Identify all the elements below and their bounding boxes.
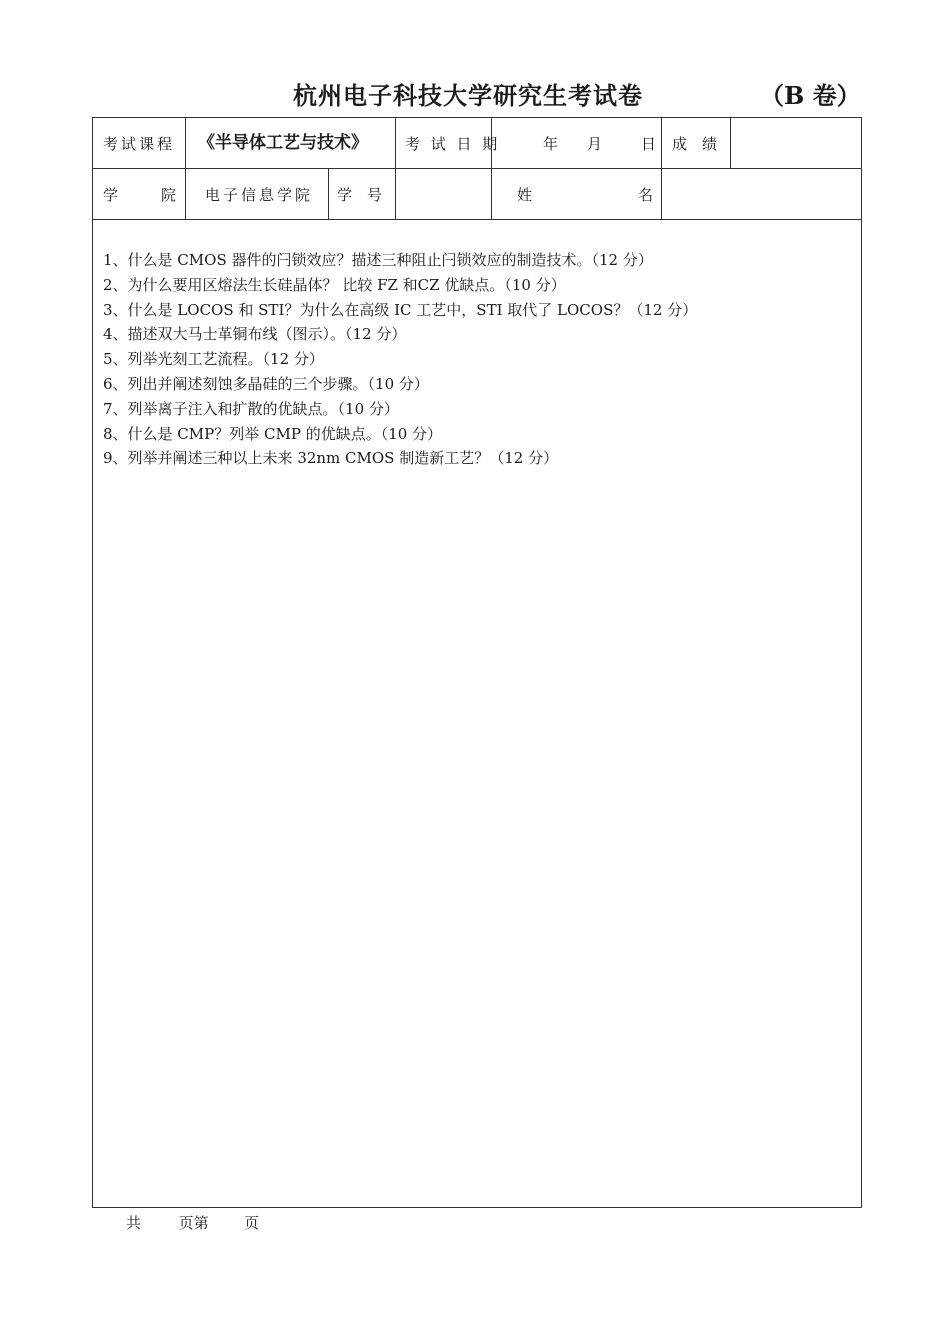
page-of-label: 页第	[178, 1214, 209, 1232]
table-divider-1	[93, 168, 861, 169]
question-item: 6、列出并阐述刻蚀多晶硅的三个步骤。（10 分）	[103, 374, 429, 393]
question-item: 3、什么是 LOCOS 和 STI？为什么在高级 IC 工艺中，STI 取代了 LOCOS？（12 分）	[103, 300, 698, 319]
col-divider-r1-a	[395, 118, 396, 168]
college-label-2: 院	[161, 186, 177, 204]
total-pages-label: 共	[126, 1214, 142, 1232]
day-label: 日	[641, 135, 657, 153]
col-divider-1	[185, 118, 186, 219]
score-field[interactable]	[738, 126, 853, 160]
question-item: 4、描述双大马士革铜布线（图示）。（12 分）	[103, 325, 407, 344]
name-label-1: 姓	[517, 186, 533, 204]
name-label-2: 名	[638, 186, 654, 204]
name-field[interactable]	[669, 176, 853, 210]
col-divider-r1-b	[730, 118, 731, 168]
question-item: 2、为什么要用区熔法生长硅晶体？ 比较 FZ 和CZ 优缺点。（10 分）	[103, 275, 566, 294]
course-value: 《半导体工艺与技术》	[198, 133, 368, 153]
college-value: 电子信息学院	[205, 186, 314, 204]
course-label: 考试课程	[103, 135, 176, 153]
year-label: 年	[543, 135, 559, 153]
page-suffix-label: 页	[244, 1214, 260, 1232]
col-divider-r2-a	[328, 168, 329, 219]
col-divider-right	[661, 118, 662, 219]
question-item: 1、什么是 CMOS 器件的闩锁效应？描述三种阻止闩锁效应的制造技术。（12 分）	[103, 251, 653, 269]
score-label: 成 绩	[672, 135, 718, 153]
student-id-label: 学 号	[337, 186, 383, 204]
exam-date-label: 考 试 日 期	[405, 135, 501, 153]
college-label-1: 学	[103, 186, 119, 204]
question-item: 5、列举光刻工艺流程。（12 分）	[103, 350, 324, 369]
table-divider-2	[93, 219, 861, 220]
page-counter	[126, 1212, 259, 1233]
col-divider-r2-b	[395, 168, 396, 219]
question-item: 8、什么是 CMP？列举 CMP 的优缺点。（10 分）	[103, 424, 443, 443]
student-id-field[interactable]	[403, 176, 483, 210]
question-item: 7、列举离子注入和扩散的优缺点。（10 分）	[103, 399, 399, 418]
exam-title: 杭州电子科技大学研究生考试卷	[293, 81, 643, 110]
month-label: 月	[587, 135, 603, 153]
paper-version: （B 卷）	[760, 81, 861, 110]
exam-frame	[92, 117, 862, 1208]
question-item: 9、列举并阐述三种以上未来 32nm CMOS 制造新工艺？（12 分）	[103, 449, 559, 468]
question-list	[103, 248, 697, 471]
